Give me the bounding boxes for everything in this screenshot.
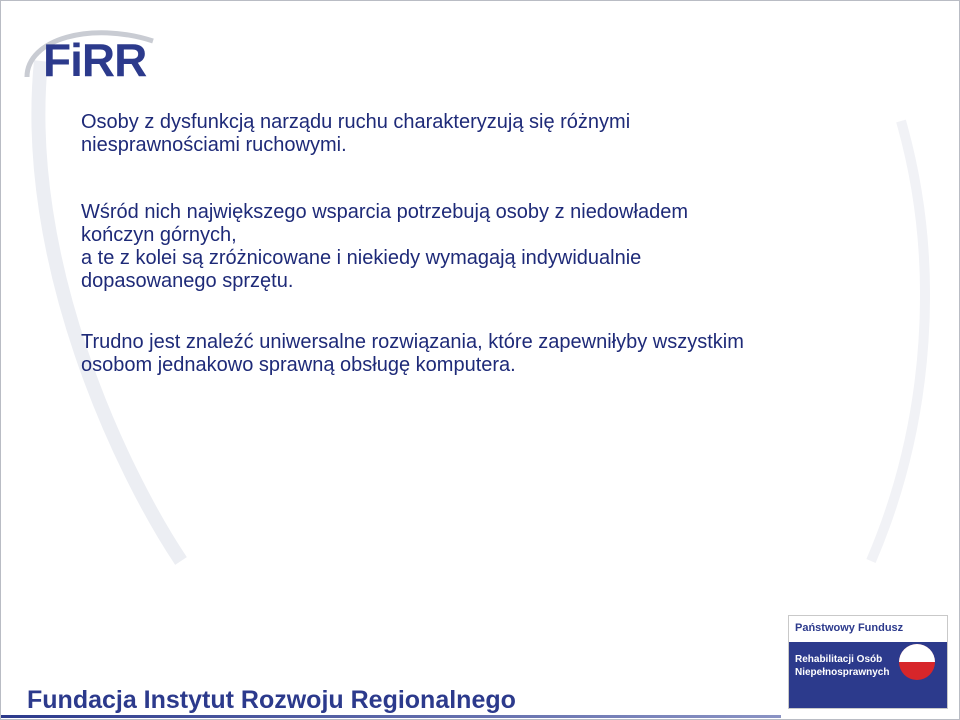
logo-text: FiRR (43, 34, 147, 86)
firr-logo (21, 17, 161, 86)
paragraph-line: kończyn górnych, (81, 224, 237, 246)
slide-content (81, 111, 901, 419)
paragraph-line: dopasowanego sprzętu. (81, 270, 294, 292)
paragraph-line: a te z kolei są zróżnicowane i niekiedy wymagają indywidualnie (81, 247, 642, 269)
paragraph-line: Osoby z dysfunkcją narządu ruchu charakteryzują się różnymi (81, 111, 631, 133)
footer-organization: Fundacja Instytut Rozwoju Regionalnego (27, 686, 516, 714)
paragraph-line: Trudno jest znaleźć uniwersalne rozwiązania, które zapewniłyby wszystkim (81, 331, 744, 353)
pfron-badge-line: Rehabilitacji Osób (795, 654, 883, 665)
paragraph-line: osobom jednakowo sprawną obsługę komputera. (81, 354, 516, 376)
paragraph-3 (81, 331, 901, 377)
paragraph-1 (81, 111, 901, 157)
pfron-badge-title: Państwowy Fundusz (795, 622, 904, 634)
paragraph-2 (81, 201, 901, 293)
paragraph-line: niesprawnościami ruchowymi. (81, 134, 347, 156)
footer (1, 681, 960, 720)
pfron-badge-line: Niepełnosprawnych (795, 667, 890, 678)
paragraph-line: Wśród nich największego wsparcia potrzebują osoby z niedowładem (81, 201, 688, 223)
footer-rule (1, 715, 781, 718)
